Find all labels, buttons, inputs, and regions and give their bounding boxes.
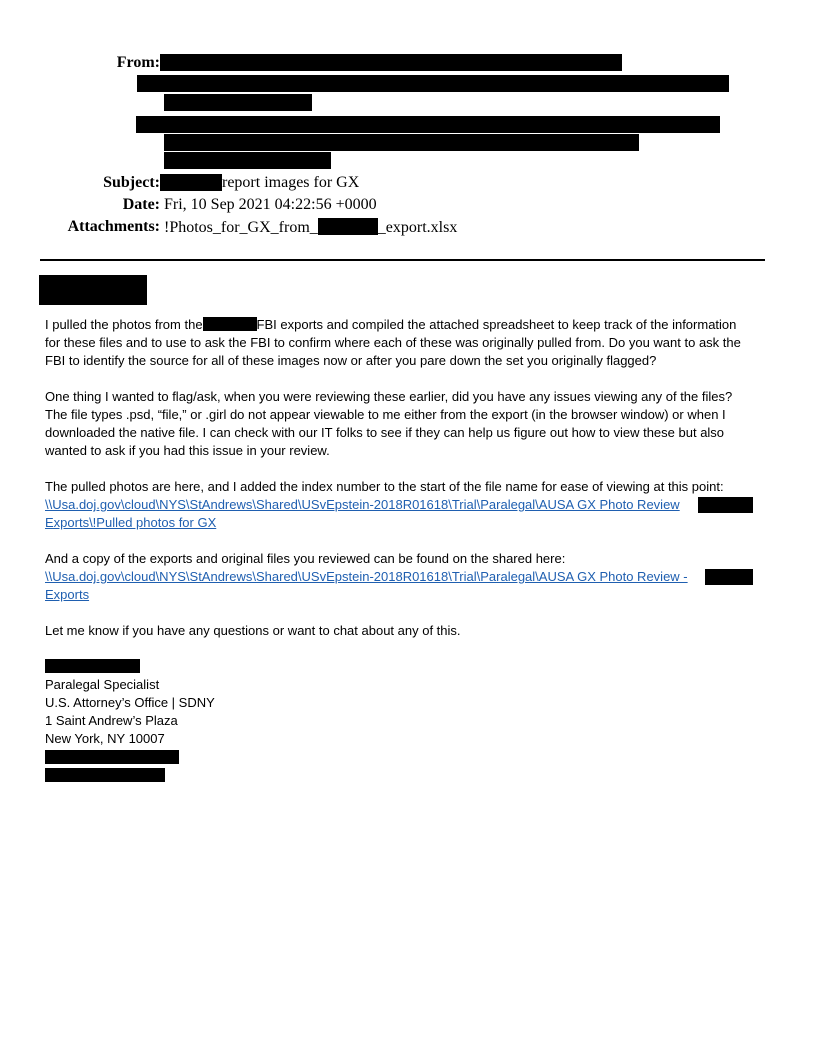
body-p2-line1: One thing I wanted to flag/ask, when you were reviewing these earlier, did you have any issues viewing any of the files?	[45, 389, 733, 404]
exports-link-line2[interactable]	[45, 586, 89, 604]
body-p1-before: I pulled the photos from the	[45, 317, 203, 332]
body-p4-line1: And a copy of the exports and original files you reviewed can be found on the shared here:	[45, 551, 566, 566]
date-value: Fri, 10 Sep 2021 04:22:56 +0000	[164, 196, 377, 213]
header-divider	[40, 259, 765, 261]
body-p1-line3: FBI to identify the source for all of these images now or after you pare down the set you originally flagged?	[45, 353, 657, 368]
redaction-from-line2	[137, 75, 729, 92]
redaction-signature-phone	[45, 750, 179, 764]
body-p2-line3: downloaded the native file. I can check with our IT folks to see if they can help us figure out how to view these but also	[45, 425, 725, 440]
redaction-from-line3	[164, 94, 312, 111]
redaction-link2	[705, 569, 753, 585]
redaction-to-line3	[164, 152, 331, 169]
signature-address1: 1 Saint Andrew’s Plaza	[45, 713, 178, 728]
body-p2-line2: The file types .psd, “file,” or .girl do not appear viewable to me either from the export (in the browser window) or when I	[45, 407, 726, 422]
attachment-filename[interactable]	[164, 218, 457, 237]
from-label: From:	[116, 54, 160, 71]
date-label: Date:	[122, 196, 160, 213]
subject-value: report images for GX	[222, 174, 360, 191]
pulled-photos-link-line2[interactable]	[45, 514, 216, 532]
redaction-attachment	[318, 218, 378, 235]
body-p1-line2: for these files and to use to ask the FBI to confirm where each of these was originally pulled from. Do you want to ask the	[45, 335, 741, 350]
redaction-inline-p1	[203, 317, 257, 331]
attachments-label: Attachments:	[67, 218, 160, 235]
redaction-to-line1	[136, 116, 720, 133]
exports-link-line1[interactable]	[45, 568, 688, 586]
redaction-from-line1	[160, 54, 622, 71]
pulled-photos-link[interactable]: \\Usa.doj.gov\cloud\NYS\StAndrews\Shared\USvEpstein-2018R01618\Trial\Paralegal\AUSA GX Photo Review	[45, 497, 680, 512]
body-p5: Let me know if you have any questions or want to chat about any of this.	[45, 623, 461, 638]
exports-link[interactable]: \\Usa.doj.gov\cloud\NYS\StAndrews\Shared\USvEpstein-2018R01618\Trial\Paralegal\AUSA GX Photo Review -	[45, 569, 688, 584]
body-p1-after: FBI exports and compiled the attached spreadsheet to keep track of the information	[256, 317, 737, 332]
body-p2-line4: wanted to ask if you had this issue in your review.	[45, 443, 330, 458]
signature-office: U.S. Attorney’s Office | SDNY	[45, 695, 215, 710]
pulled-photos-link-line1[interactable]	[45, 496, 680, 514]
redaction-signature-email	[45, 768, 165, 782]
redaction-greeting	[39, 275, 147, 305]
attachment-suffix: _export.xlsx	[377, 219, 458, 236]
redaction-subject	[160, 174, 222, 191]
redaction-to-line2	[164, 134, 639, 151]
attachment-prefix: !Photos_for_GX_from_	[164, 219, 318, 236]
body-p3-line1: The pulled photos are here, and I added the index number to the start of the file name for ease of viewing at this point:	[45, 479, 724, 494]
body-p1-line1	[45, 316, 736, 334]
pulled-photos-link-cont[interactable]: Exports\!Pulled photos for GX	[45, 515, 217, 530]
exports-link-cont[interactable]: Exports	[45, 587, 90, 602]
subject-label: Subject:	[103, 174, 160, 191]
redaction-link1	[698, 497, 753, 513]
redaction-signature-name	[45, 659, 140, 673]
signature-title: Paralegal Specialist	[45, 677, 160, 692]
signature-address2: New York, NY 10007	[45, 731, 165, 746]
